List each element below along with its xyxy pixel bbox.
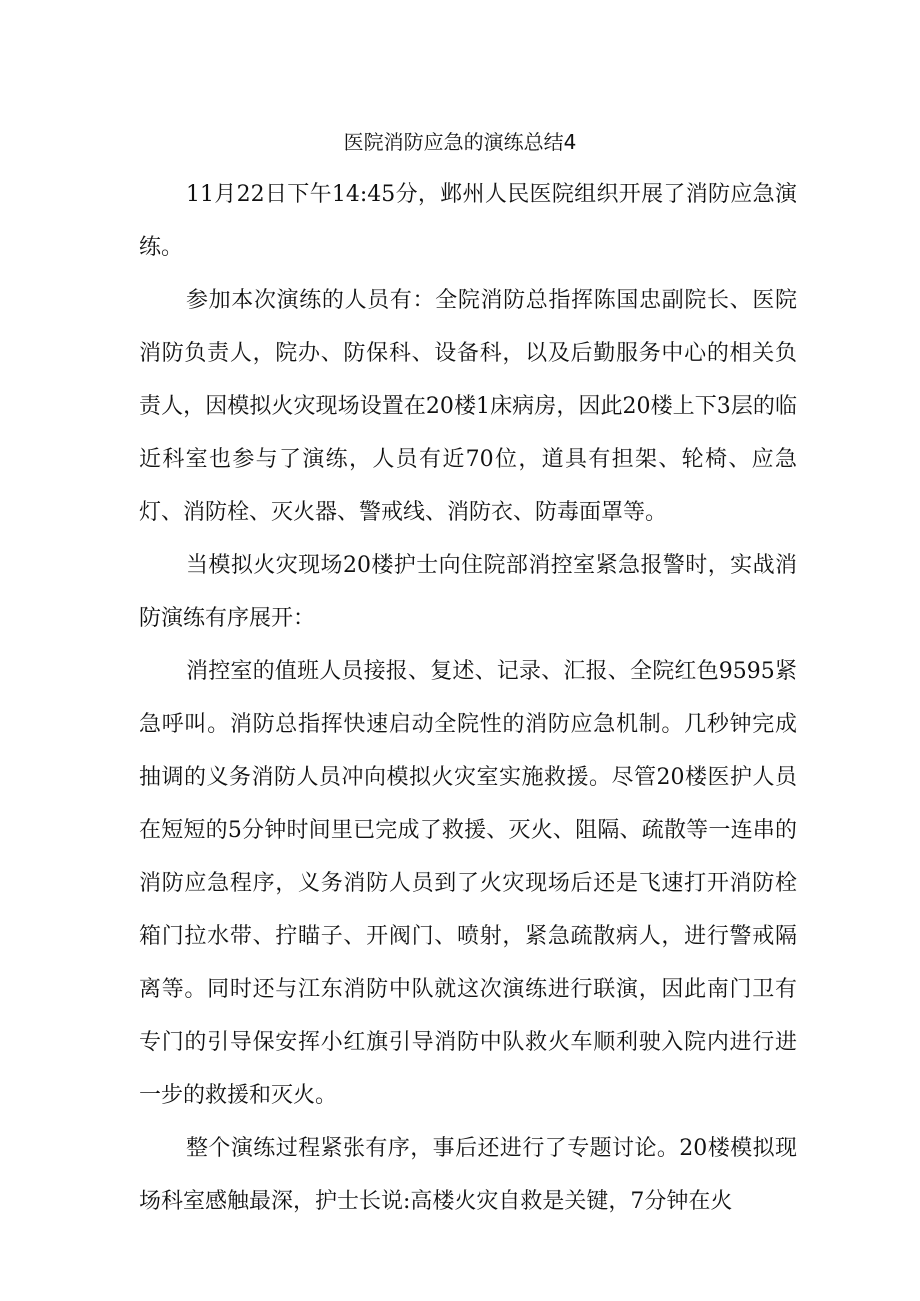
paragraph-4: 消控室的值班人员接报、复述、记录、汇报、全院红色9595紧急呼叫。消防总指挥快速启动全院性的消防应急机制。几秒钟完成抽调的义务消防人员冲向模拟火灾室实施救援。尽管20楼医护人员在短短的5分钟时间里已完成了救援、灭火、阻隔、疏散等一连串的消防应急程序，义务消防人员到了火灾现场后还是飞速打开消防栓箱门拉水带、拧瞄子、开阀门、喷射，紧急疏散病人，进行警戒隔离等。同时还与江东消防中队就这次演练进行联演，因此南门卫有专门的引导保安挥小红旗引导消防中队救火车顺利驶入院内进行进一步的救援和灭火。 [139,659,797,1108]
document-body [139,168,797,1228]
paragraph-5: 整个演练过程紧张有序，事后还进行了专题讨论。20楼模拟现场科室感触最深，护士长说:高楼火灾自救是关键，7分钟在火 [139,1136,797,1214]
paragraph-1: 11月22日下午14:45分，邺州人民医院组织开展了消防应急演练。 [139,182,797,260]
paragraph-2: 参加本次演练的人员有：全院消防总指挥陈国忠副院长、医院消防负责人，院办、防保科、设备科，以及后勤服务中心的相关负责人，因模拟火灾现场设置在20楼1床病房，因此20楼上下3层的临近科室也参与了演练，人员有近70位，道具有担架、轮椅、应急灯、消防栓、灭火器、警戒线、消防衣、防毒面罩等。 [139,288,798,525]
paragraph-3: 当模拟火灾现场20楼护士向住院部消控室紧急报警时，实战消防演练有序展开： [139,553,797,631]
document-title: 医院消防应急的演练总结4 [343,130,577,154]
